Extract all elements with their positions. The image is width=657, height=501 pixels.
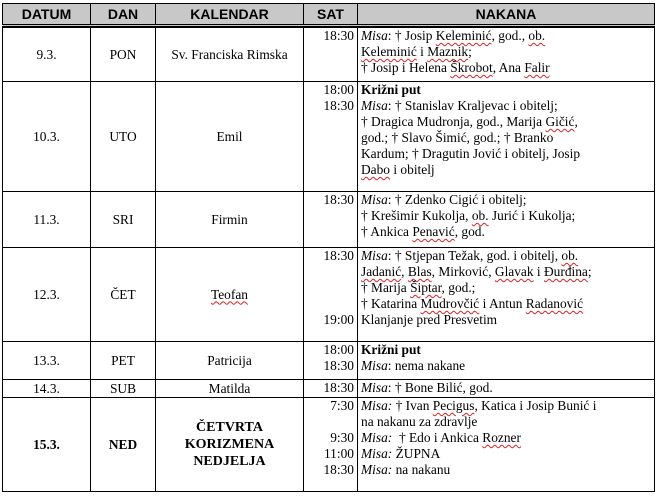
intention-line: † Katarina Mudrovčić i Antun Radanović	[361, 296, 584, 311]
calendar-line: NEDJELJA	[193, 454, 266, 469]
row-day: PET	[91, 342, 156, 380]
header-sat: SAT	[304, 4, 358, 26]
table-row	[3, 192, 655, 248]
calendar-line: KORIZMENA	[184, 437, 275, 452]
schedule-table	[2, 3, 655, 492]
time: 11:00	[323, 446, 354, 461]
time: 18:30	[323, 28, 354, 43]
header-row	[3, 4, 655, 26]
row-times	[304, 342, 358, 380]
row-date: 12.3.	[3, 248, 91, 342]
intention-line: Klanjanje pred Presvetim	[361, 312, 498, 327]
time: 7:30	[330, 398, 354, 413]
row-times	[304, 398, 358, 492]
intention-line: Križni put	[361, 342, 421, 357]
row-date: 9.3.	[3, 28, 91, 82]
row-intentions	[358, 398, 655, 492]
table-row	[3, 82, 655, 192]
row-date: 10.3.	[3, 82, 91, 192]
row-calendar: Sv. Franciska Rimska	[156, 28, 304, 82]
row-calendar: Firmin	[156, 192, 304, 248]
intention-line: Misa: † Zdenko Cigić i obitelj;	[361, 192, 527, 207]
intention-line: Dabo i obitelj	[361, 162, 435, 177]
row-date: 15.3.	[3, 398, 91, 492]
time: 19:00	[323, 312, 354, 327]
intention-line: Misa: nema nakane	[361, 358, 466, 373]
intention-line: Misa: † Stjepan Težak, god. i obitelj, ob.	[361, 248, 579, 263]
intention-line: Misa: † Edo i Ankica Rozner	[361, 430, 521, 445]
table-row	[3, 398, 655, 492]
table-row	[3, 248, 655, 342]
row-times	[304, 82, 358, 192]
intention-line: Križni put	[361, 82, 421, 97]
row-day: NED	[91, 398, 156, 492]
row-day: UTO	[91, 82, 156, 192]
intention-line: na nakanu za zdravlje	[361, 414, 478, 429]
row-times	[304, 192, 358, 248]
row-day: SUB	[91, 380, 156, 398]
time: 9:30	[330, 430, 354, 445]
row-intentions	[358, 380, 655, 398]
intention-line: Misa: ŽUPNA	[361, 446, 441, 461]
intention-line: Misa: na nakanu	[361, 462, 451, 477]
time: 18:30	[323, 248, 354, 263]
calendar-name: Teofan	[211, 286, 248, 302]
intention-line: Keleminić i Maznik;	[361, 44, 472, 59]
row-times	[304, 248, 358, 342]
intention-line: god.; † Slavo Šimić, god.; † Branko	[361, 130, 554, 145]
intention-line: Misa: † Stanislav Kraljevac i obitelj;	[361, 98, 558, 113]
row-date: 14.3.	[3, 380, 91, 398]
table-row	[3, 342, 655, 380]
intention-line: Misa: † Ivan Pecigus, Katica i Josip Bunić i	[361, 398, 597, 413]
row-calendar: Matilda	[156, 380, 304, 398]
row-calendar: Emil	[156, 82, 304, 192]
header-dan: DAN	[91, 4, 156, 26]
row-calendar: Patricija	[156, 342, 304, 380]
intention-line: † Ankica Penavić, god.	[361, 224, 485, 239]
intention-line: † Dragica Mudronja, god., Marija Gičić,	[361, 114, 578, 129]
row-day: PON	[91, 28, 156, 82]
header-nakana: NAKANA	[358, 4, 655, 26]
row-calendar	[156, 398, 304, 492]
table-row	[3, 28, 655, 82]
intention-line: Misa: † Bone Bilić, god.	[361, 380, 493, 395]
time: 18:00	[323, 82, 354, 97]
header-datum: DATUM	[3, 4, 91, 26]
table-row	[3, 380, 655, 398]
row-date: 13.3.	[3, 342, 91, 380]
intention-line: † Krešimir Kukolja, ob. Jurić i Kukolja;	[361, 208, 576, 223]
time: 18:30	[323, 462, 354, 477]
row-date: 11.3.	[3, 192, 91, 248]
calendar-line: ČETVRTA	[196, 420, 263, 435]
row-day: ČET	[91, 248, 156, 342]
intention-line: Kardum; † Dragutin Jović i obitelj, Josip	[361, 146, 581, 161]
row-times	[304, 380, 358, 398]
row-intentions	[358, 342, 655, 380]
time: 18:00	[323, 342, 354, 357]
time: 18:30	[323, 380, 354, 395]
time: 18:30	[323, 98, 354, 113]
time: 18:30	[323, 358, 354, 373]
row-day: SRI	[91, 192, 156, 248]
row-intentions	[358, 28, 655, 82]
row-calendar	[156, 248, 304, 342]
row-intentions	[358, 248, 655, 342]
row-times	[304, 28, 358, 82]
intention-line: Jadanić, Blas, Mirković, Glavak i Đurđina;	[361, 264, 592, 279]
intention-line: † Marija Šiptar, god.;	[361, 280, 476, 295]
header-kalendar: KALENDAR	[156, 4, 304, 26]
row-intentions	[358, 82, 655, 192]
intention-line: † Josip i Helena Škrobot, Ana Falir	[361, 60, 550, 75]
time: 18:30	[323, 192, 354, 207]
intention-line: Misa: † Josip Keleminić, god., ob.	[361, 28, 546, 43]
row-intentions	[358, 192, 655, 248]
